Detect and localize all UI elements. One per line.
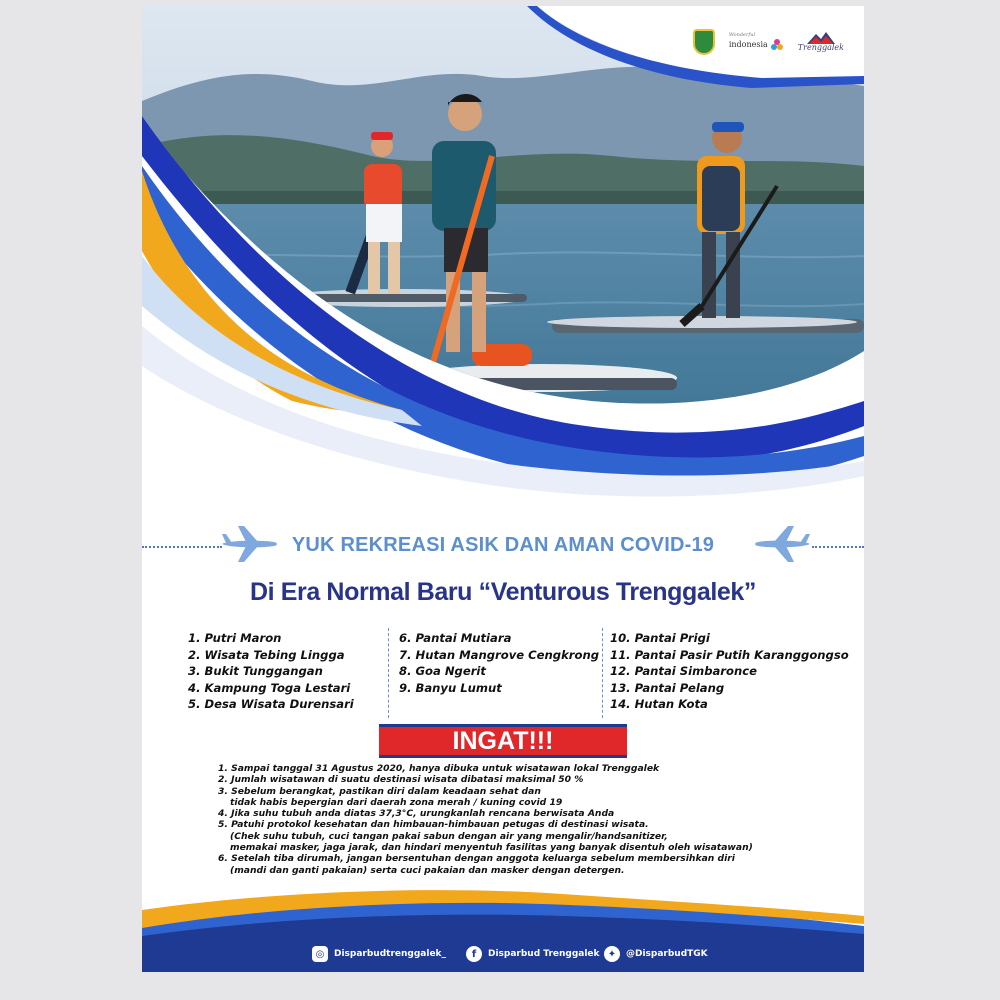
reminder-item (218, 853, 753, 876)
regency-crest-icon (693, 29, 715, 55)
destination-item: 8. Goa Ngerit (399, 664, 486, 679)
destination-item: 4. Kampung Toga Lestari (188, 680, 351, 695)
destination-item: 2. Wisata Tebing Lingga (188, 647, 345, 662)
reminder-text: 6. Setelah tiba dirumah, jangan bersentuhan dengan anggota keluarga sebelum membersihkan diri (218, 853, 735, 865)
wonderful-indonesia-logo: Wonderful indonesia (729, 33, 784, 52)
destination-item: 9. Banyu Lumut (399, 680, 502, 695)
instagram-link[interactable]: ◎ Disparbudtrenggalek_ (312, 940, 446, 968)
destination-item: 10. Pantai Prigi (610, 631, 710, 645)
destination-item: 7. Hutan Mangrove Cengkrong (399, 647, 600, 662)
reminder-text-continued: tidak habis bepergian dari daerah zona merah / kuning covid 19 (230, 796, 563, 808)
destination-item: 3. Bukit Tunggangan (188, 664, 323, 679)
column-divider (388, 628, 389, 718)
facebook-icon: f (466, 946, 482, 962)
logo-bar (693, 22, 844, 62)
reminder-item (218, 786, 753, 809)
destination-list-3 (610, 630, 849, 713)
destination-item: 13. Pantai Pelang (610, 680, 725, 695)
hero-illustration (142, 6, 864, 526)
reminder-item (218, 763, 753, 774)
reminder-text: 3. Sebelum berangkat, pastikan diri dalam keadaan sehat dan (218, 785, 541, 797)
headline-banner (142, 522, 864, 570)
destination-item: 6. Pantai Mutiara (399, 631, 512, 645)
destination-list-1 (188, 630, 354, 713)
reminder-item (218, 774, 753, 785)
wonderful-indonesia-flower-icon (770, 38, 784, 52)
reminder-text: 4. Jika suhu tubuh anda diatas 37,3°C, urungkanlah rencana berwisata Anda (218, 808, 615, 820)
destination-list-2 (399, 630, 599, 696)
destination-item: 14. Hutan Kota (610, 697, 708, 712)
destination-item: 1. Putri Maron (188, 631, 282, 645)
reminder-text-continued: (mandi dan ganti pakaian) serta cuci pakaian dan masker dengan detergen. (230, 864, 625, 876)
trenggalek-logo: Trenggalek (798, 32, 844, 52)
twitter-link[interactable]: ✦ @DisparbudTGK (604, 940, 708, 968)
reminder-item (218, 808, 753, 819)
reminder-text: 1. Sampai tanggal 31 Agustus 2020, hanya dibuka untuk wisatawan lokal Trenggalek (218, 763, 660, 774)
reminder-item (218, 819, 753, 853)
dotted-line-right (812, 546, 864, 548)
column-divider (602, 628, 603, 718)
social-bar (142, 940, 864, 968)
poster (142, 6, 864, 972)
ingat-banner: INGAT!!! (379, 724, 627, 758)
reminder-text-continued: memakai masker, jaga jarak, dan hindari menyentuh fasilitas yang banyak disentuh oleh wisatawan) (230, 842, 753, 854)
reminder-text: 2. Jumlah wisatawan di suatu destinasi wisata dibatasi maksimal 50 % (218, 774, 584, 786)
destination-item: 5. Desa Wisata Durensari (188, 697, 354, 712)
reminder-text: 5. Patuhi protokol kesehatan dan himbauan-himbauan petugas di destinasi wisata. (218, 819, 649, 831)
twitter-icon: ✦ (604, 946, 620, 962)
headline-secondary: Di Era Normal Baru “Venturous Trenggalek” (250, 578, 756, 606)
instagram-icon: ◎ (312, 946, 328, 962)
reminder-list (218, 763, 753, 876)
airplane-icon (754, 524, 812, 564)
destination-item: 12. Pantai Simbaronce (610, 664, 757, 679)
destination-item: 11. Pantai Pasir Putih Karanggongso (610, 647, 849, 662)
facebook-link[interactable]: f Disparbud Trenggalek (466, 940, 600, 968)
reminder-text-continued: (Chek suhu tubuh, cuci tangan pakai sabun dengan air yang mengalir/handsanitizer, (230, 830, 668, 842)
headline-primary: YUK REKREASI ASIK DAN AMAN COVID-19 (291, 534, 715, 556)
